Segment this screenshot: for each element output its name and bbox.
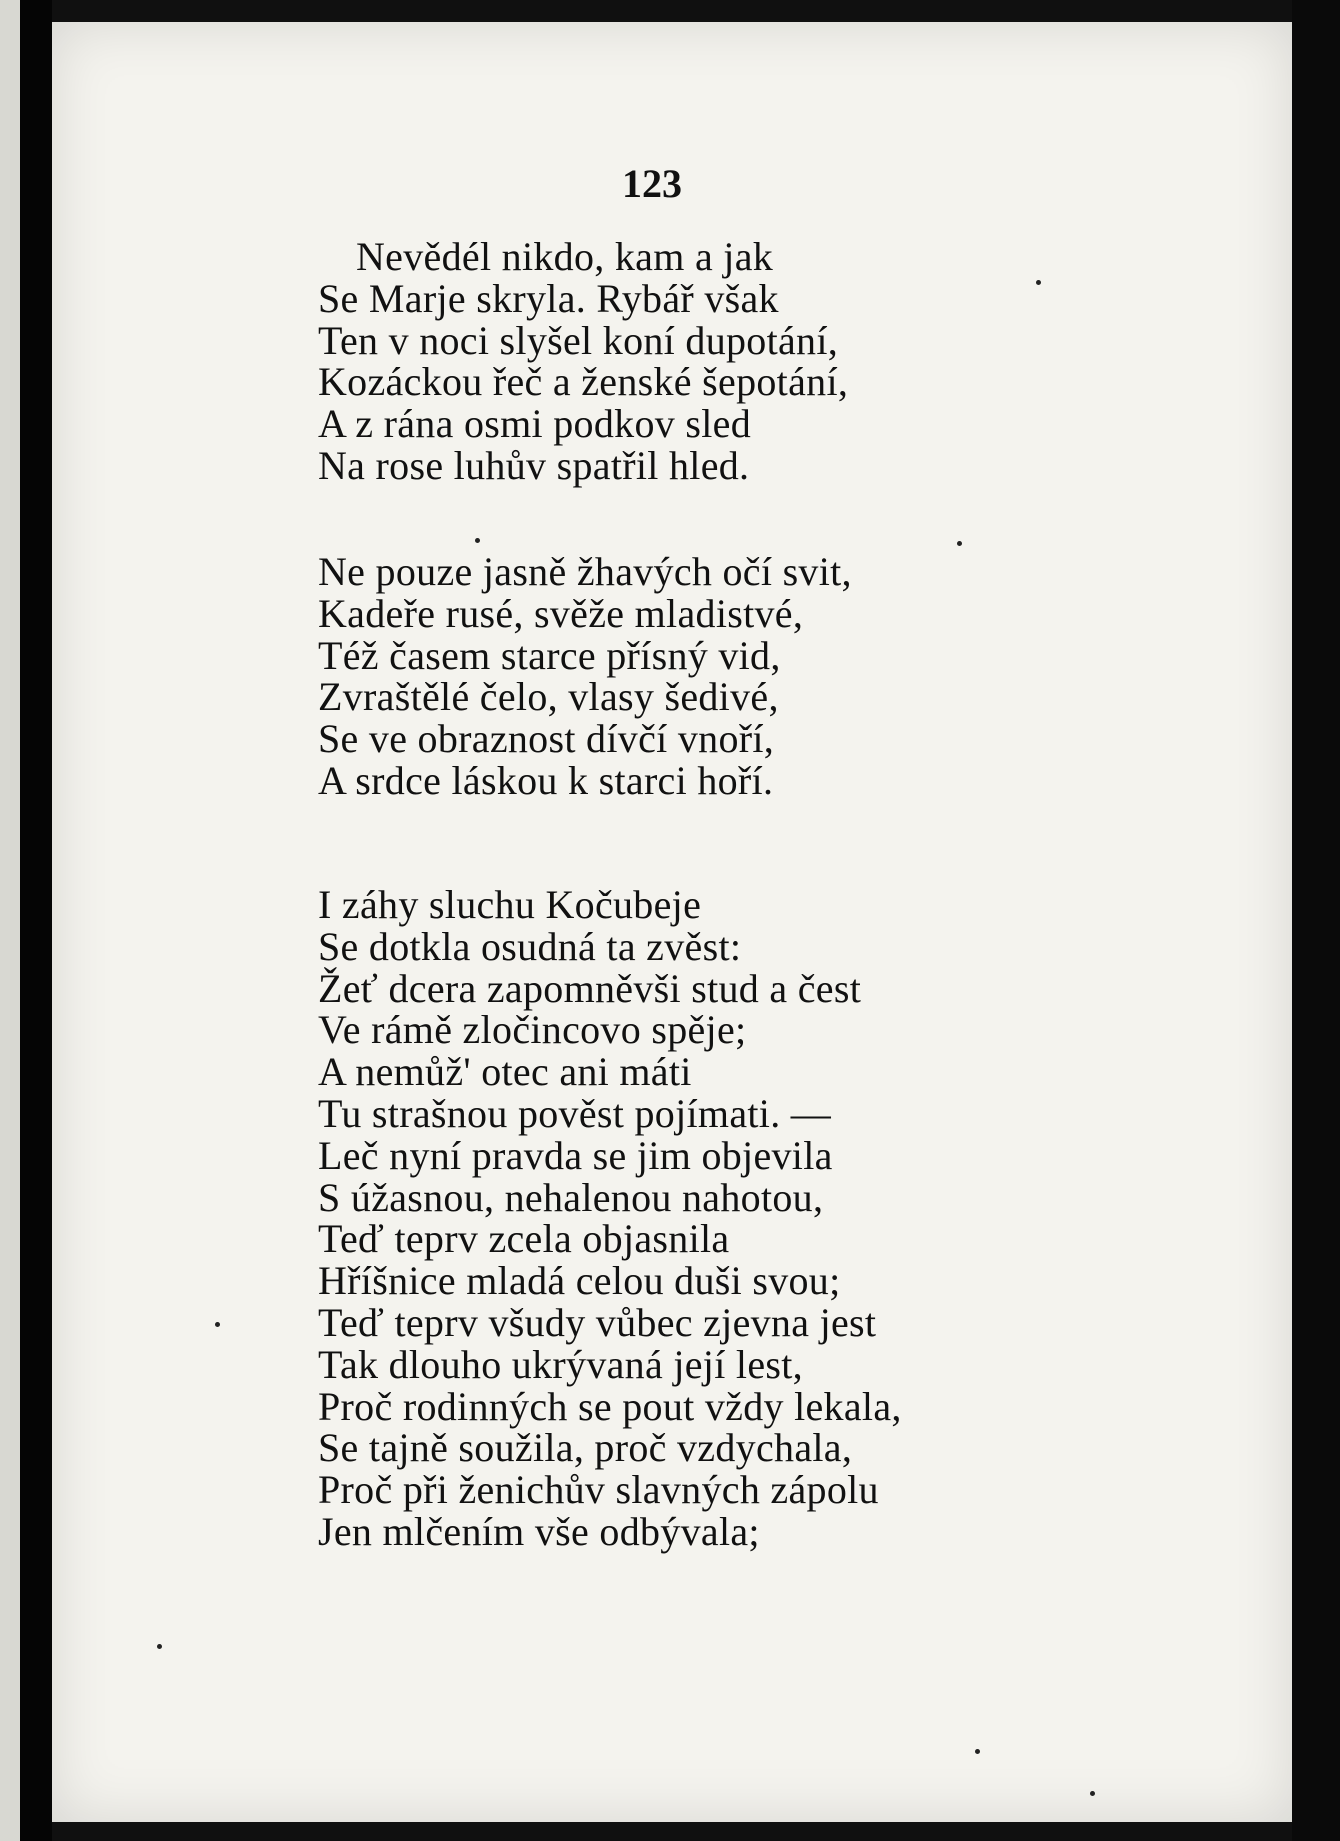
verse-line: Proč rodinných se pout vždy lekala, [318, 1383, 902, 1429]
paper-speck [957, 541, 962, 546]
paper-speck [1090, 1791, 1095, 1796]
paper-speck [215, 1322, 220, 1327]
verse-line: Se ve obraznost dívčí vnoří, [318, 716, 775, 762]
verse-line: Se Marje skryla. Rybář však [318, 275, 779, 321]
verse-line: Ve rámě zločincovo spěje; [318, 1007, 747, 1053]
book-gutter [20, 0, 52, 1841]
verse-line: A srdce láskou k starci hoří. [318, 757, 774, 803]
page-number: 123 [622, 161, 682, 206]
verse-line: A z rána osmi podkov sled [318, 401, 751, 447]
facing-page-edge [0, 0, 20, 1841]
paper-speck [1036, 280, 1041, 285]
verse-line: Tu strašnou pověst pojímati. — [318, 1090, 832, 1136]
verse-line: Též časem starce přísný vid, [318, 632, 781, 678]
verse-line: I záhy sluchu Kočubeje [318, 882, 702, 927]
verse-line: Kozáckou řeč a ženské šepotání, [318, 359, 849, 405]
paper-speck [475, 538, 480, 543]
verse-line: Teď teprv zcela objasnila [318, 1216, 730, 1262]
paper-speck [975, 1749, 980, 1754]
verse-line: Se tajně soužila, proč vzdychala, [318, 1425, 853, 1471]
verse-line: Teď teprv všudy vůbec zjevna jest [318, 1299, 877, 1345]
scan-border [1292, 0, 1340, 1841]
paper-speck [157, 1644, 162, 1649]
verse-line: S úžasnou, nehalenou nahotou, [318, 1174, 824, 1220]
verse-line: Žeť dcera zapomněvši stud a čest [318, 965, 862, 1011]
verse-line: Se dotkla osudná ta zvěst: [318, 923, 742, 969]
verse-line: Jen mlčením vše odbývala; [318, 1508, 760, 1554]
verse-line: Tak dlouho ukrývaná její lest, [318, 1341, 803, 1387]
verse-line: Ten v noci slyšel koní dupotání, [318, 317, 839, 363]
verse-line: Proč při ženichův slavných zápolu [318, 1467, 879, 1513]
verse-line: Zvraštělé čelo, vlasy šedivé, [318, 674, 779, 720]
verse-line: A nemůž' otec ani máti [318, 1049, 692, 1095]
verse-line: Leč nyní pravda se jim objevila [318, 1132, 833, 1178]
verse-line: Na rose luhův spatřil hled. [318, 442, 750, 488]
verse-line: Hříšnice mladá celou duši svou; [318, 1258, 841, 1304]
stanza [318, 884, 1218, 1553]
verse-line: Ne pouze jasně žhavých očí svit, [318, 549, 852, 594]
verse-line: Kadeře rusé, svěže mladistvé, [318, 590, 804, 636]
verse-line: Nevědél nikdo, kam a jak [356, 234, 774, 279]
stanza [318, 551, 1218, 802]
stanza [318, 236, 1218, 487]
